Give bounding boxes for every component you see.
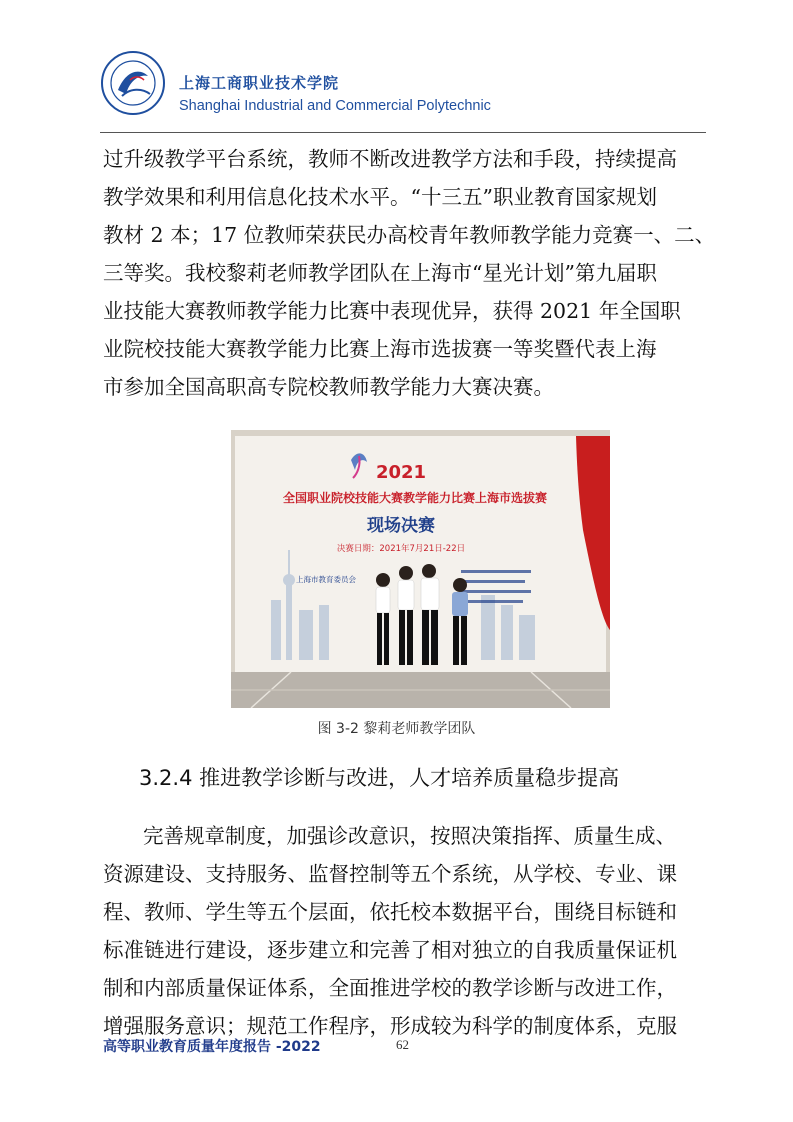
paragraph-line: 资源建设、支持服务、监督控制等五个系统，从学校、专业、课 — [103, 862, 677, 886]
report-title: 高等职业教育质量年度报告 -2022 — [103, 1039, 321, 1055]
photo-banner-subtitle: 现场决赛 — [367, 516, 435, 536]
paragraph-line: 业技能大赛教师教学能力比赛中表现优异，获得 2021 年全国职 — [103, 299, 681, 323]
paragraph-line: 增强服务意识；规范工作程序，形成较为科学的制度体系，克服 — [103, 1014, 677, 1038]
paragraph-line: 制和内部质量保证体系，全面推进学校的教学诊断与改进工作， — [103, 976, 677, 1000]
paragraph-line: 标准链进行建设，逐步建立和完善了相对独立的自我质量保证机 — [103, 938, 677, 962]
paragraph-line: 程、教师、学生等五个层面，依托校本数据平台，围绕目标链和 — [103, 900, 677, 924]
paragraph-line: 完善规章制度，加强诊改意识，按照决策指挥、质量生成、 — [143, 824, 676, 848]
paragraph-1 — [103, 140, 723, 406]
paragraph-2 — [103, 817, 723, 1045]
school-name-en: Shanghai Industrial and Commercial Polytechnic — [179, 98, 491, 114]
figure-caption: 图 3-2 黎莉老师教学团队 — [317, 721, 476, 737]
photo-host-label: 上海市教育委员会 — [296, 575, 356, 584]
photo-year: 2021 — [375, 462, 427, 483]
school-logo-icon — [100, 50, 166, 116]
page-number: 62 — [396, 1037, 409, 1052]
photo-banner-title: 全国职业院校技能大赛教学能力比赛上海市选拔赛 — [282, 491, 548, 505]
team-photo-image — [231, 430, 610, 708]
photo-banner-date: 决赛日期：2021年7月21日-22日 — [336, 544, 466, 554]
paragraph-line: 业院校技能大赛教学能力比赛上海市选拔赛一等奖暨代表上海 — [103, 337, 657, 361]
paragraph-line: 三等奖。我校黎莉老师教学团队在上海市“星光计划”第九届职 — [103, 261, 657, 285]
paragraph-line: 过升级教学平台系统，教师不断改进教学方法和手段，持续提高 — [103, 147, 677, 171]
header-divider — [100, 132, 706, 133]
paragraph-line: 教材 2 本；17 位教师荣获民办高校青年教师教学能力竞赛一、二、 — [103, 223, 716, 247]
team-photo — [231, 430, 610, 708]
section-heading: 3.2.4 推进教学诊断与改进，人才培养质量稳步提高 — [139, 766, 620, 790]
school-name-cn: 上海工商职业技术学院 — [179, 74, 340, 92]
paragraph-line: 市参加全国高职高专院校教师教学能力大赛决赛。 — [103, 375, 554, 399]
page-header — [100, 48, 710, 134]
paragraph-line: 教学效果和利用信息化技术水平。“十三五”职业教育国家规划 — [103, 185, 657, 209]
